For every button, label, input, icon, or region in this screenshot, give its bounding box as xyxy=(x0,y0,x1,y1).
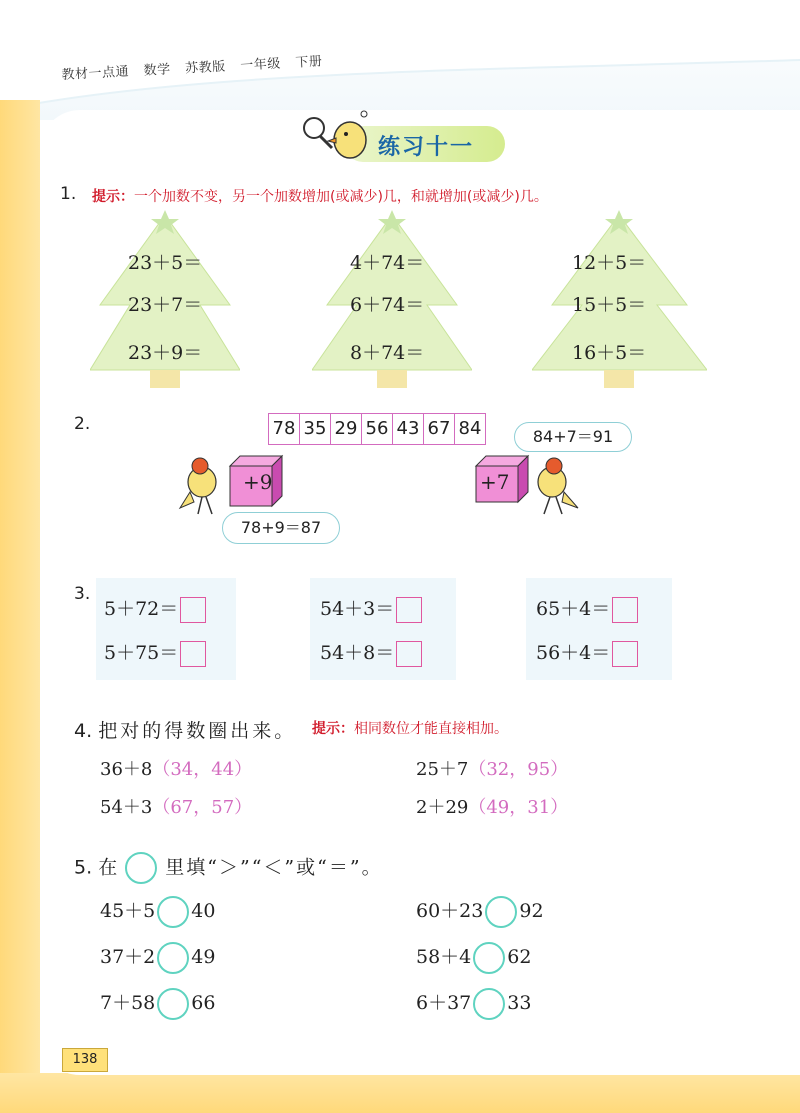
page-title: 练习十一 xyxy=(378,135,475,160)
q2-number-cell: 56 xyxy=(362,414,393,444)
q4-hint xyxy=(312,718,508,738)
q3-g1-expr1: 5＋72＝ xyxy=(104,598,179,620)
answer-circle[interactable] xyxy=(157,896,189,928)
q1-hint xyxy=(92,186,548,206)
q5-item-2 xyxy=(416,896,544,928)
q2-number-cell: 84 xyxy=(458,418,482,439)
q1-tree2-eq1: 4＋74＝ xyxy=(350,252,425,274)
header-volume: 下册 xyxy=(295,54,323,71)
q3-g2-expr1: 54＋3＝ xyxy=(320,598,395,620)
q5-left: 58＋4 xyxy=(416,946,472,968)
q4-heading xyxy=(74,716,296,743)
chick-with-magnifier-icon xyxy=(300,108,380,168)
answer-circle[interactable] xyxy=(473,988,505,1020)
answer-circle[interactable] xyxy=(485,896,517,928)
q4-hint-text: 相同数位才能直接相加。 xyxy=(354,721,508,737)
q5-left: 37＋2 xyxy=(100,946,156,968)
q2-number-strip xyxy=(268,413,486,445)
q5-left: 6＋37 xyxy=(416,992,472,1014)
q1-tree1-eq3: 23＋9＝ xyxy=(128,342,203,364)
q3-g2-row1 xyxy=(320,594,422,623)
answer-circle[interactable] xyxy=(473,942,505,974)
q3-group-3 xyxy=(526,578,672,680)
q5-item-3 xyxy=(100,942,215,974)
q3-g1-row2 xyxy=(104,638,206,667)
q4-options[interactable]: （49，31） xyxy=(468,797,569,818)
q2-left-box-label: +9 xyxy=(243,470,273,494)
q5-right: 92 xyxy=(519,900,544,922)
q1-hint-text: 一个加数不变，另一个加数增加(或减少)几，和就增加(或减少)几。 xyxy=(134,189,548,205)
q4-item-3 xyxy=(100,793,252,819)
answer-circle[interactable] xyxy=(157,942,189,974)
answer-box[interactable] xyxy=(396,597,422,623)
q3-g2-row2 xyxy=(320,638,422,667)
answer-box[interactable] xyxy=(612,641,638,667)
header-edition: 苏教版 xyxy=(184,59,227,77)
q4-expr: 54＋3 xyxy=(100,797,153,818)
q5-item-1 xyxy=(100,896,215,928)
answer-box[interactable] xyxy=(180,597,206,623)
header-grade: 一年级 xyxy=(239,56,282,74)
q5-right: 49 xyxy=(191,946,216,968)
q5-heading xyxy=(74,852,383,884)
q4-options[interactable]: （34，44） xyxy=(152,759,253,780)
q5-instruction-b: 里填“＞”“＜”或“＝”。 xyxy=(165,856,383,879)
q3-number: 3. xyxy=(74,584,91,604)
answer-box[interactable] xyxy=(180,641,206,667)
q1-tree3-eq3: 16＋5＝ xyxy=(572,342,647,364)
answer-box[interactable] xyxy=(612,597,638,623)
q2-number-cell: 43 xyxy=(393,414,424,444)
q3-g2-expr2: 54＋8＝ xyxy=(320,642,395,664)
q3-g3-expr1: 65＋4＝ xyxy=(536,598,611,620)
q3-g3-expr2: 56＋4＝ xyxy=(536,642,611,664)
q1-tree1-eq2: 23＋7＝ xyxy=(128,294,203,316)
q1-tree1-eq1: 23＋5＝ xyxy=(128,252,203,274)
q4-item-4 xyxy=(416,793,568,819)
q3-g1-row1 xyxy=(104,594,206,623)
q5-number: 5. xyxy=(74,856,93,879)
q4-expr: 2＋29 xyxy=(416,797,469,818)
q4-expr: 25＋7 xyxy=(416,759,469,780)
q3-group-2 xyxy=(310,578,456,680)
q5-right: 33 xyxy=(507,992,532,1014)
q1-tree3-eq1: 12＋5＝ xyxy=(572,252,647,274)
q5-item-5 xyxy=(100,988,215,1020)
left-decorative-band xyxy=(0,100,40,1113)
q3-group-1 xyxy=(96,578,236,680)
q3-g1-expr2: 5＋75＝ xyxy=(104,642,179,664)
q4-item-1 xyxy=(100,755,252,781)
q2-number-cell: 78 xyxy=(269,414,300,444)
q1-number: 1. xyxy=(60,184,77,204)
q4-item-2 xyxy=(416,755,568,781)
q5-right: 40 xyxy=(191,900,216,922)
page-number: 138 xyxy=(62,1048,108,1072)
q5-left: 60＋23 xyxy=(416,900,484,922)
q2-number-cell: 29 xyxy=(331,414,362,444)
q2-left-speech-bubble: 78+9＝87 xyxy=(222,512,340,544)
title-block xyxy=(300,108,510,168)
q4-expr: 36＋8 xyxy=(100,759,153,780)
q4-number: 4. xyxy=(74,720,93,742)
q5-instruction-a: 在 xyxy=(98,856,118,879)
q5-left: 45＋5 xyxy=(100,900,156,922)
q4-options[interactable]: （32，95） xyxy=(468,759,569,780)
q4-hint-label: 提示： xyxy=(312,721,354,737)
q5-item-6 xyxy=(416,988,531,1020)
q3-g3-row1 xyxy=(536,594,638,623)
q5-left: 7＋58 xyxy=(100,992,156,1014)
q4-instruction: 把对的得数圈出来。 xyxy=(98,720,297,742)
q1-hint-label: 提示： xyxy=(92,189,134,205)
answer-circle[interactable] xyxy=(157,988,189,1020)
header-subject: 数学 xyxy=(143,62,172,79)
q2-right-speech-bubble: 84+7＝91 xyxy=(514,422,632,452)
q3-g3-row2 xyxy=(536,638,638,667)
q5-item-4 xyxy=(416,942,531,974)
q1-tree3-eq2: 15＋5＝ xyxy=(572,294,647,316)
answer-box[interactable] xyxy=(396,641,422,667)
bottom-decorative-band xyxy=(0,1073,800,1113)
q2-number-cell: 35 xyxy=(300,414,331,444)
q2-number-cell: 67 xyxy=(424,414,455,444)
q2-number: 2. xyxy=(74,414,91,434)
circle-symbol-icon xyxy=(125,852,157,884)
q5-right: 66 xyxy=(191,992,216,1014)
q5-right: 62 xyxy=(507,946,532,968)
q1-tree2-eq2: 6＋74＝ xyxy=(350,294,425,316)
q4-options[interactable]: （67，57） xyxy=(152,797,253,818)
q1-tree2-eq3: 8＋74＝ xyxy=(350,342,425,364)
q2-right-box-label: +7 xyxy=(480,470,510,494)
header-book: 教材一点通 xyxy=(61,64,130,83)
